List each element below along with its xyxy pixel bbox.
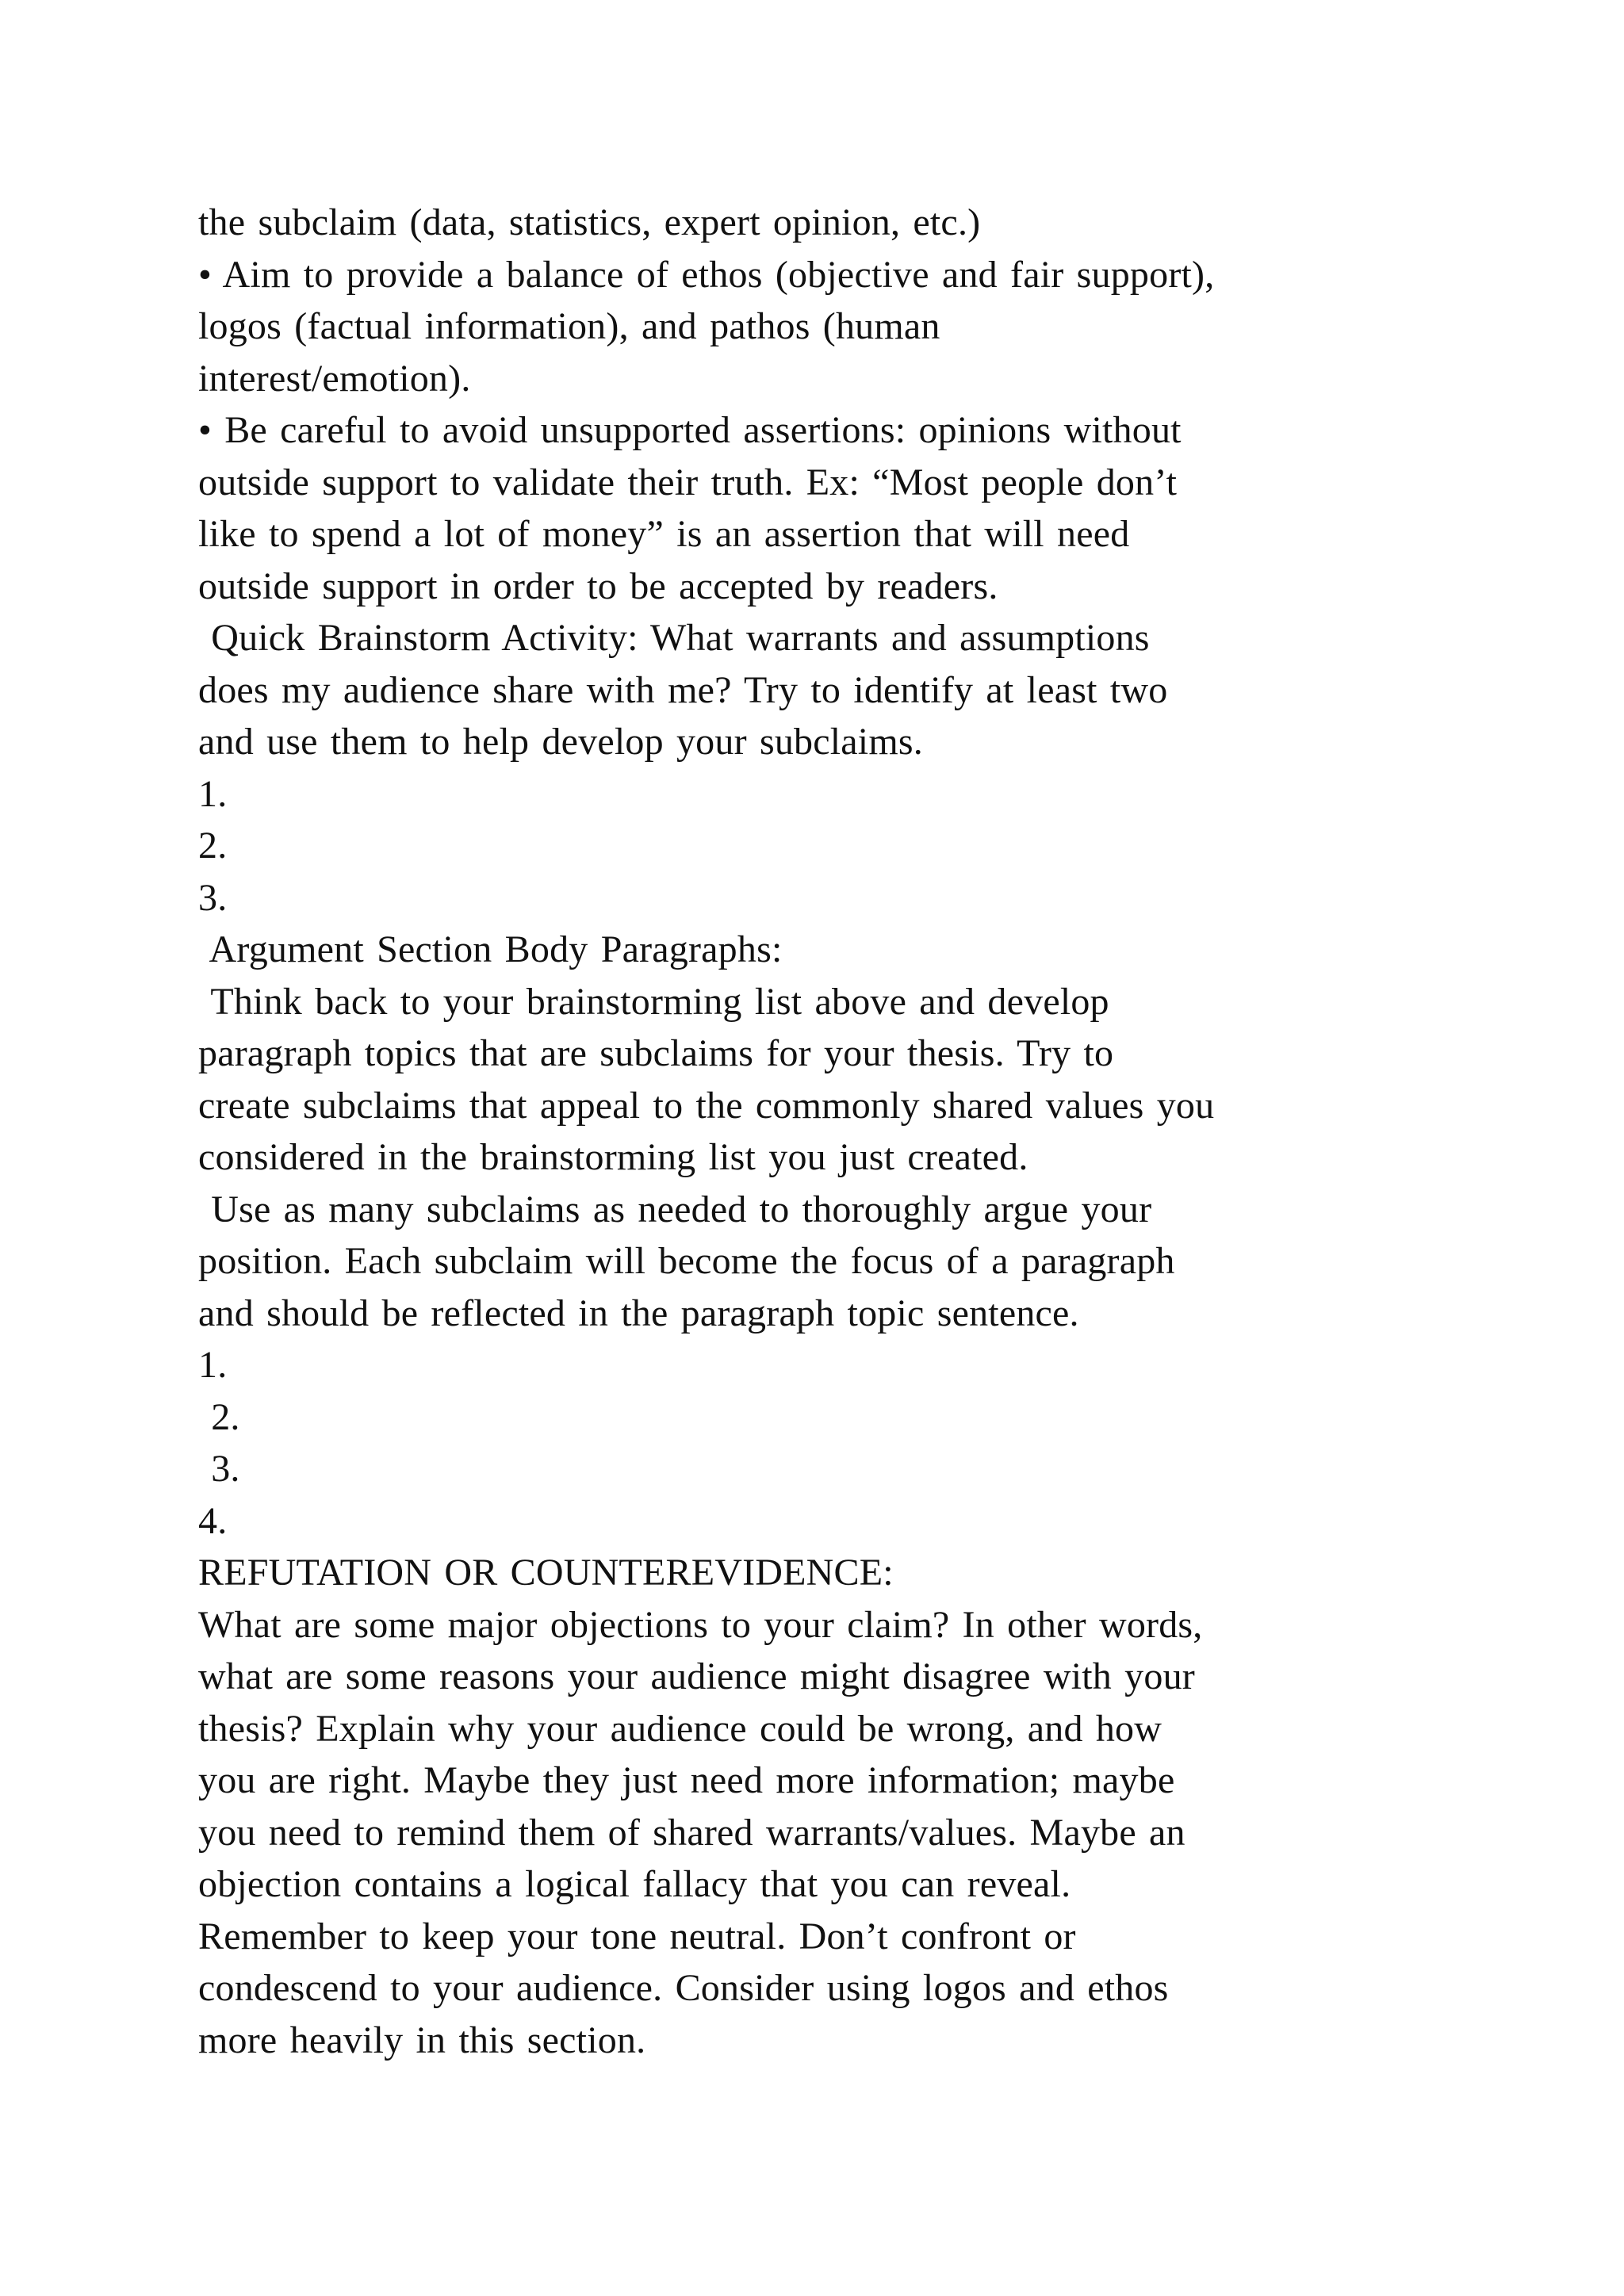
list-item: 2. [198, 825, 228, 867]
text-line: Think back to your brainstorming list above and develop [198, 980, 1109, 1023]
text-line: create subclaims that appeal to the commonly shared values you [198, 1084, 1215, 1127]
text-line: Use as many subclaims as needed to thoroughly argue your [198, 1188, 1152, 1230]
text-line: • Be careful to avoid unsupported assertions: opinions without [198, 409, 1182, 451]
list-item: 2. [198, 1395, 240, 1438]
list-item: 3. [198, 1448, 240, 1490]
text-line: outside support in order to be accepted by readers. [198, 564, 998, 607]
text-line: condescend to your audience. Consider using logos and ethos [198, 1967, 1169, 2009]
text-line: does my audience share with me? Try to identify at least two [198, 668, 1168, 711]
text-line: and use them to help develop your subclaims. [198, 721, 923, 763]
document-text [198, 197, 1435, 2066]
text-line: more heavily in this section. [198, 2019, 646, 2061]
text-line: position. Each subclaim will become the focus of a paragraph [198, 1240, 1175, 1282]
text-line: Remember to keep your tone neutral. Don’t confront or [198, 1915, 1076, 1957]
text-line: and should be reflected in the paragraph topic sentence. [198, 1292, 1079, 1334]
text-line: outside support to validate their truth. Ex: “Most people don’t [198, 461, 1178, 503]
list-item: 4. [198, 1499, 228, 1542]
text-line: considered in the brainstorming list you just created. [198, 1136, 1028, 1178]
text-line: what are some reasons your audience might disagree with your [198, 1655, 1195, 1697]
text-line: interest/emotion). [198, 357, 471, 400]
list-item: 3. [198, 876, 228, 919]
text-line: What are some major objections to your claim? In other words, [198, 1603, 1203, 1646]
list-item: 1. [198, 1344, 228, 1386]
list-item: 1. [198, 772, 228, 815]
text-line: logos (factual information), and pathos (human [198, 305, 940, 347]
text-line: thesis? Explain why your audience could be wrong, and how [198, 1707, 1162, 1750]
text-line: Quick Brainstorm Activity: What warrants and assumptions [198, 617, 1150, 659]
text-line: like to spend a lot of money” is an assertion that will need [198, 513, 1130, 555]
text-line: you need to remind them of shared warrants/values. Maybe an [198, 1811, 1185, 1854]
text-line: paragraph topics that are subclaims for your thesis. Try to [198, 1032, 1114, 1074]
text-line: you are right. Maybe they just need more information; maybe [198, 1759, 1175, 1801]
text-line: objection contains a logical fallacy that you can reveal. [198, 1863, 1071, 1905]
section-heading: REFUTATION OR COUNTEREVIDENCE: [198, 1552, 894, 1594]
text-line: the subclaim (data, statistics, expert opinion, etc.) [198, 201, 981, 243]
section-heading: Argument Section Body Paragraphs: [198, 928, 783, 970]
text-line: • Aim to provide a balance of ethos (objective and fair support), [198, 253, 1215, 296]
